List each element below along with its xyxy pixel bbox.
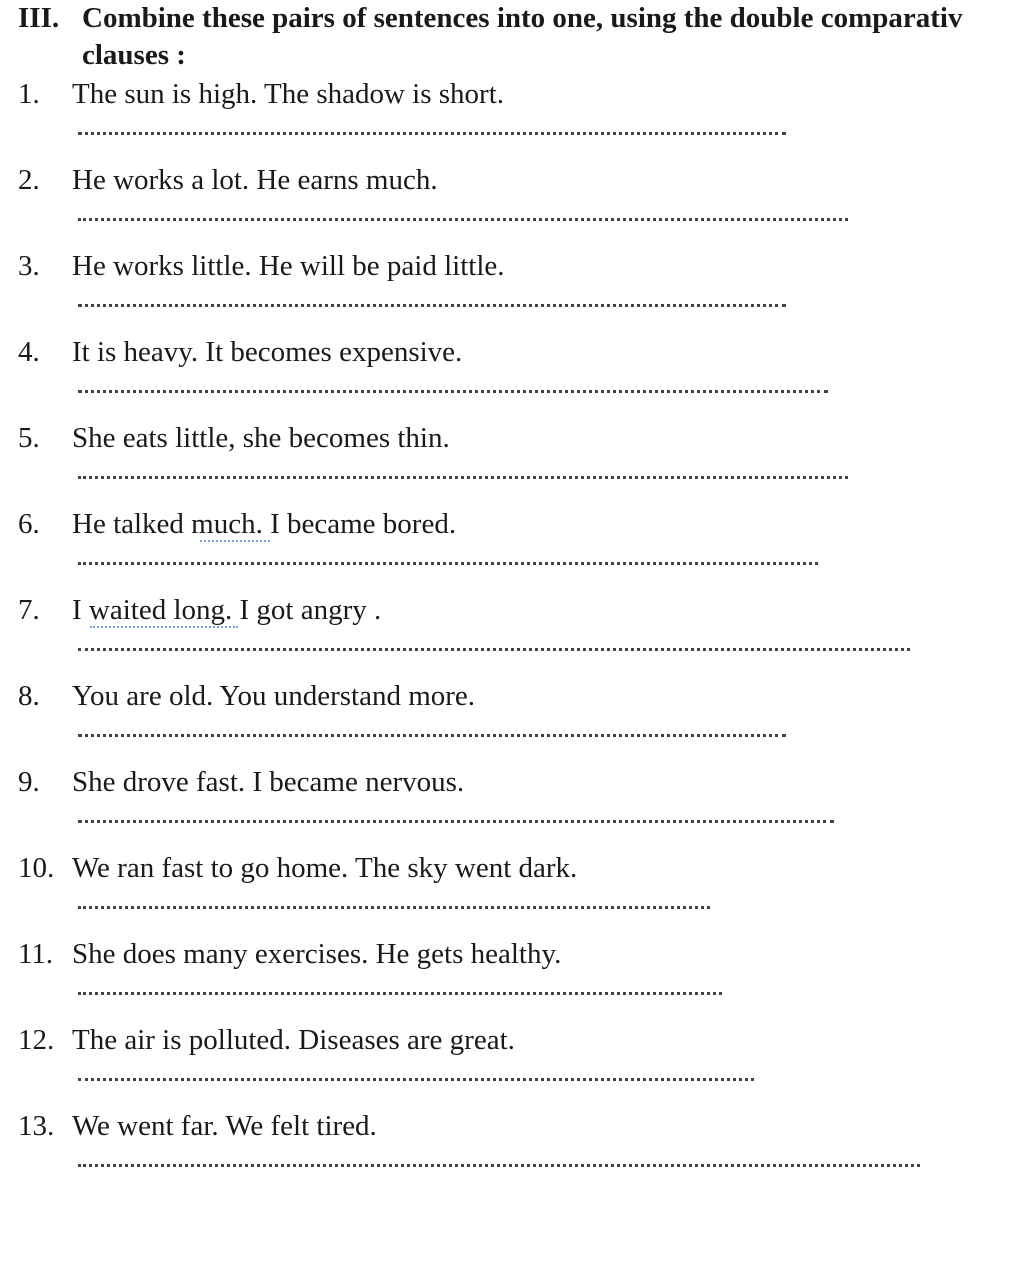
question-number: 4. <box>18 336 40 368</box>
question-item <box>0 506 1024 592</box>
answer-line[interactable] <box>78 1072 754 1081</box>
question-number: 12. <box>18 1024 55 1056</box>
exercise-heading <box>18 0 1024 36</box>
exercise-instruction-continued: clauses : <box>82 39 186 71</box>
answer-line[interactable] <box>78 814 834 823</box>
answer-line[interactable] <box>78 728 786 737</box>
question-item <box>0 678 1024 764</box>
question-number: 9. <box>18 766 40 798</box>
exercise-instruction: Combine these pairs of sentences into one, using the double comparativ <box>82 2 963 34</box>
answer-line[interactable] <box>78 556 818 565</box>
question-sentence: The sun is high. The shadow is short. <box>72 78 505 110</box>
question-sentence: It is heavy. It becomes expensive. <box>72 336 463 368</box>
answer-line[interactable] <box>78 1158 920 1167</box>
question-sentence: He works little. He will be paid little. <box>72 250 505 282</box>
answer-line[interactable] <box>78 298 786 307</box>
question-number: 11. <box>18 938 54 970</box>
answer-line[interactable] <box>78 642 910 651</box>
question-item <box>0 850 1024 936</box>
answer-line[interactable] <box>78 384 828 393</box>
question-number: 13. <box>18 1110 55 1142</box>
question-number: 6. <box>18 508 40 540</box>
question-item <box>0 764 1024 850</box>
question-number: 7. <box>18 594 40 626</box>
answer-line[interactable] <box>78 900 710 909</box>
question-number: 2. <box>18 164 40 196</box>
exercise-number: III. <box>18 2 60 34</box>
question-number: 5. <box>18 422 40 454</box>
question-sentence: We ran fast to go home. The sky went dark. <box>72 852 578 884</box>
spellcheck-underline <box>90 626 238 628</box>
question-item <box>0 1022 1024 1108</box>
question-sentence: She eats little, she becomes thin. <box>72 422 450 454</box>
question-item <box>0 936 1024 1022</box>
question-sentence: He talked much. I became bored. <box>72 508 457 540</box>
question-item <box>0 76 1024 162</box>
answer-line[interactable] <box>78 986 722 995</box>
answer-line[interactable] <box>78 470 848 479</box>
question-sentence: I waited long. I got angry . <box>72 594 382 626</box>
question-sentence: We went far. We felt tired. <box>72 1110 377 1142</box>
answer-line[interactable] <box>78 212 848 221</box>
question-item <box>0 420 1024 506</box>
question-number: 10. <box>18 852 55 884</box>
question-item <box>0 592 1024 678</box>
question-number: 8. <box>18 680 40 712</box>
question-item <box>0 248 1024 334</box>
question-item <box>0 162 1024 248</box>
answer-line[interactable] <box>78 126 786 135</box>
spellcheck-underline <box>200 540 270 542</box>
question-sentence: She drove fast. I became nervous. <box>72 766 465 798</box>
question-sentence: He works a lot. He earns much. <box>72 164 438 196</box>
question-item <box>0 334 1024 420</box>
question-number: 1. <box>18 78 40 110</box>
question-sentence: She does many exercises. He gets healthy. <box>72 938 562 970</box>
question-number: 3. <box>18 250 40 282</box>
question-item <box>0 1108 1024 1194</box>
question-sentence: You are old. You understand more. <box>72 680 476 712</box>
question-sentence: The air is polluted. Diseases are great. <box>72 1024 515 1056</box>
